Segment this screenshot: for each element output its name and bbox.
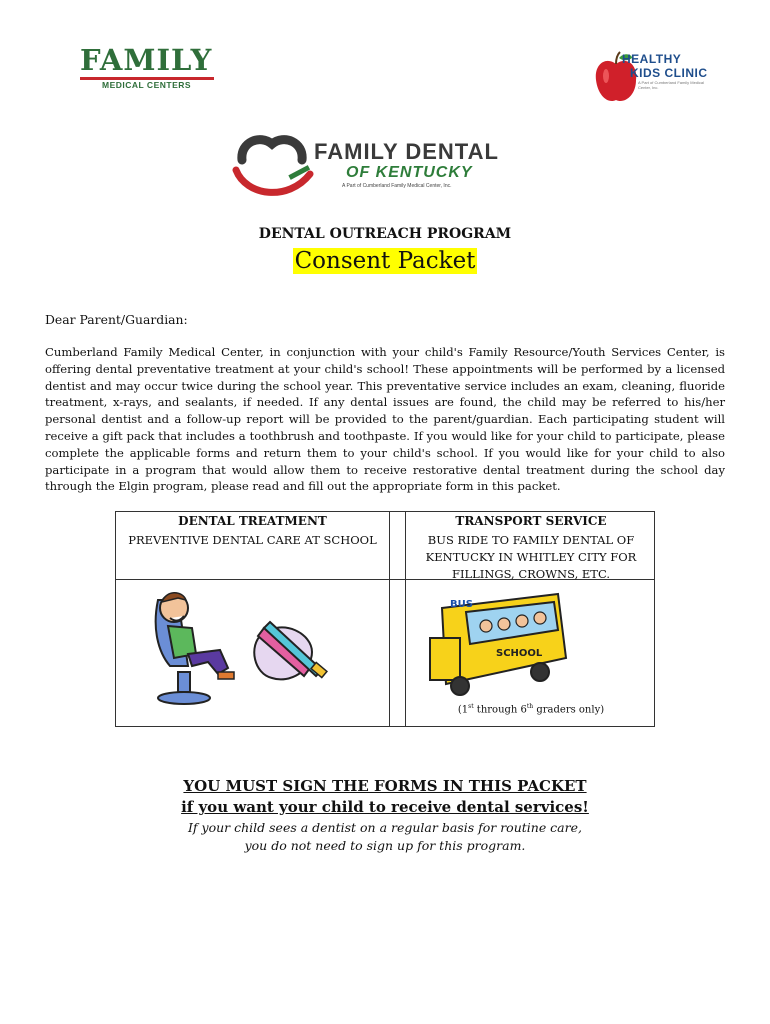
transport-service-header: TRANSPORT SERVICE [455,514,607,528]
caption-close: graders only) [533,704,605,716]
bus-sign-label: BUS [450,599,473,610]
family-medical-centers-logo [80,44,220,90]
caption-mid: through 6 [473,704,527,716]
dental-logo-line1: FAMILY DENTAL [314,139,499,164]
sign-warning-line1: YOU MUST SIGN THE FORMS IN THIS PACKET [183,777,587,795]
family-logo-word: FAMILY [80,43,213,77]
toothbrush-toothpaste-illustration [250,612,332,686]
grade-caption [406,703,656,715]
school-sign-label: SCHOOL [496,648,543,659]
sign-warning-line2: if you want your child to receive dental services! [181,798,589,816]
packet-title-wrap [0,245,770,277]
caption-open: (1 [457,704,469,716]
table-divider [389,512,390,726]
dental-chair-child-illustration [148,588,240,706]
healthy-logo-line1: HEALTHY [622,52,682,66]
letter-body: Cumberland Family Medical Center, in conjunction with your child's Family Resource/Youth Services Center, is offering dental preventative treatment at your child's school! These appointments will be performed by a licensed dentist and may occur twice during the school year. This preventative service includes an exam, cleaning, fluoride treatment, x-rays, and sealants, if needed. If any dental issues are found, the child may be referred to his/her personal dentist and a follow-up report will be provided to the parent/guardian. Each participating student will receive a gift pack that includes a toothbrush and toothpaste. If you would like for your child to participate, please complete the applicable forms and return them to your child's school. If you would like for your child to also participate in a program that would allow them to receive restorative dental treatment during the school day through the Elgin program, please read and fill out the appropriate form in this packet. [45,345,725,494]
family-dental-logo [232,130,522,206]
healthy-kids-clinic-logo [592,50,712,110]
packet-title: Consent Packet [294,248,476,274]
transport-text-line: BUS RIDE TO FAMILY DENTAL OF [427,533,635,547]
services-table [115,511,655,727]
dental-treatment-text: PREVENTIVE DENTAL CARE AT SCHOOL [128,533,377,547]
healthy-logo-tagline: A Part of Cumberland Family Medical Center, Inc. [638,80,705,90]
healthy-logo-line2: KIDS CLINIC [630,66,708,80]
transport-service-text [406,532,656,583]
routine-care-note-line2: you do not need to sign up for this program. [244,838,526,853]
letter-greeting: Dear Parent/Guardian: [45,312,188,327]
caption-sup: th [526,703,534,710]
routine-care-note-line1: If your child sees a dentist on a regular basis for routine care, [187,820,582,835]
tooth-smile-icon [232,130,314,206]
transport-text-line: KENTUCKY IN WHITLEY CITY FOR [425,550,637,564]
school-bus-illustration [426,588,576,700]
transport-text-line: FILLINGS, CROWNS, ETC. [451,567,611,581]
program-title: DENTAL OUTREACH PROGRAM [258,226,512,242]
dental-logo-tagline: A Part of Cumberland Family Medical Center, Inc. [342,183,452,189]
caption-sup: st [468,703,474,710]
dental-logo-line2: OF KENTUCKY [346,164,473,181]
dental-treatment-header: DENTAL TREATMENT [178,514,327,528]
family-logo-subtitle: MEDICAL CENTERS [102,80,192,90]
